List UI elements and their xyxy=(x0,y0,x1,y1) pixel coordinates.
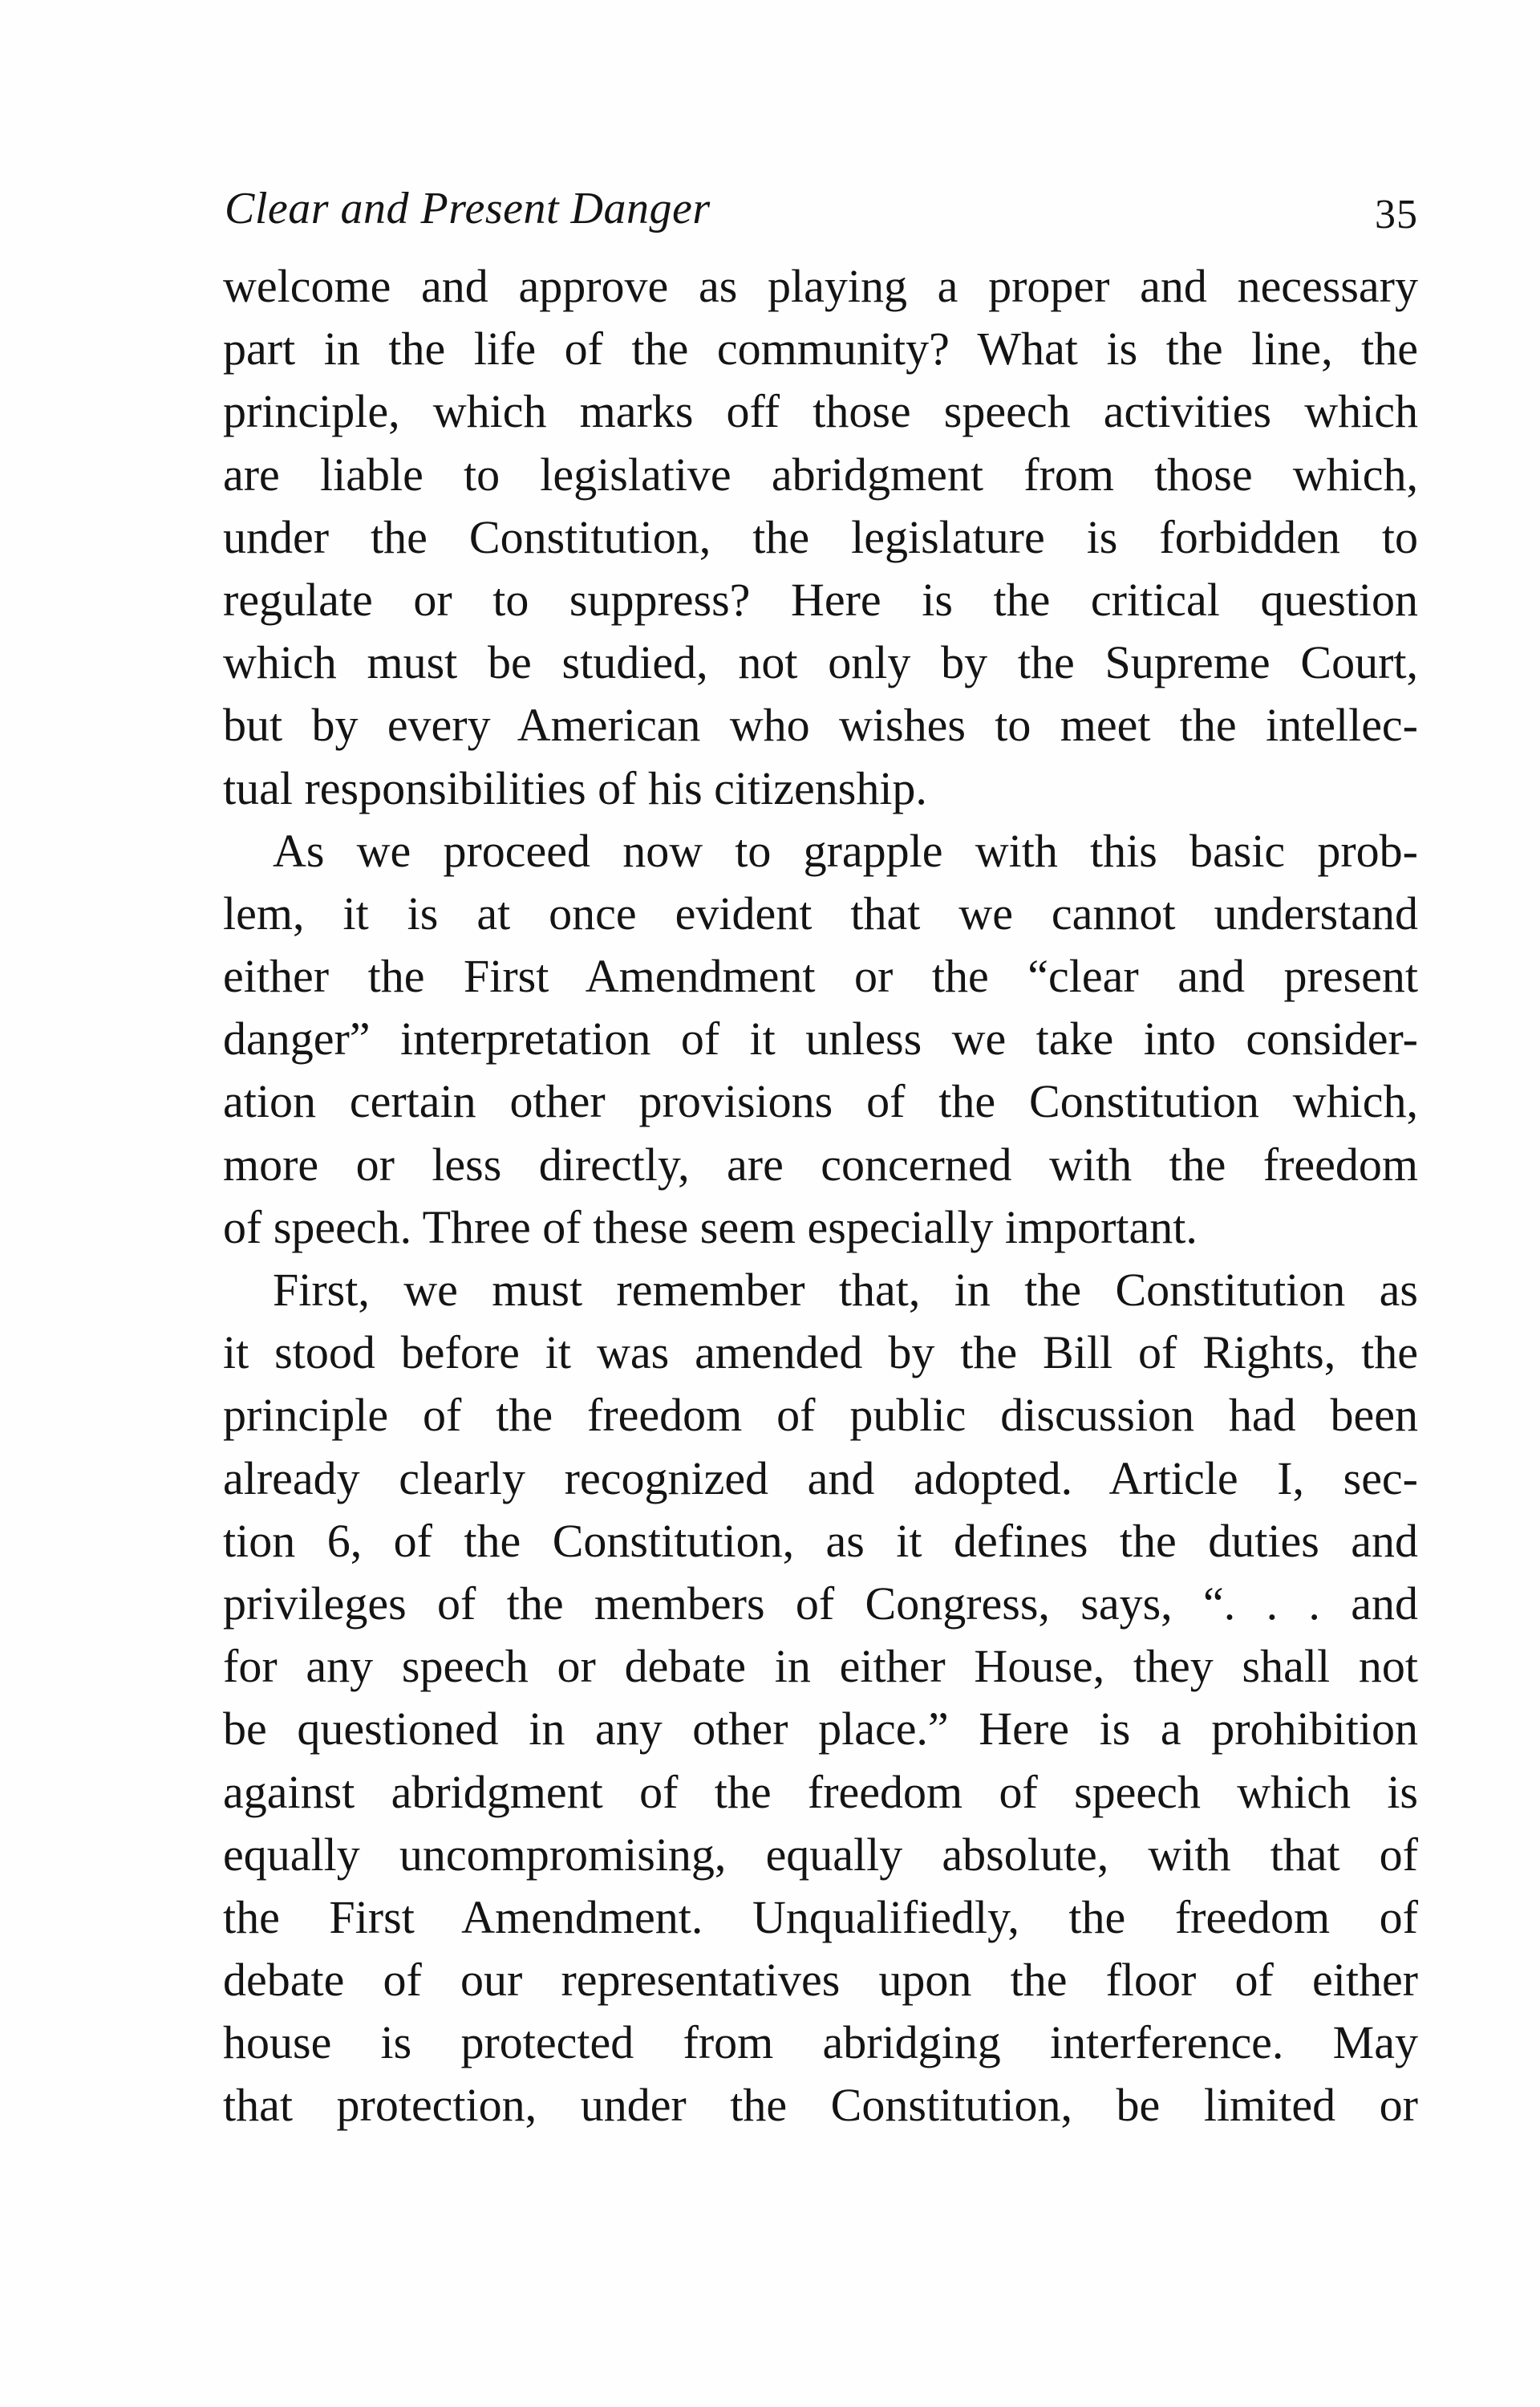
text-line: against abridgment of the freedom of speech which is xyxy=(223,1765,1418,1818)
text-line: more or less directly, are concerned with the freedom xyxy=(223,1138,1418,1191)
text-line: are liable to legislative abridgment from those which, xyxy=(223,448,1418,501)
body-text xyxy=(223,255,1418,2137)
text-line: welcome and approve as playing a proper and necessary xyxy=(223,260,1418,312)
text-line: either the First Amendment or the “clear and present xyxy=(223,950,1418,1003)
text-line: debate of our representatives upon the floor of either xyxy=(223,1954,1418,2007)
text-line: danger” interpretation of it unless we take into consider- xyxy=(223,1013,1418,1065)
text-line: regulate or to suppress? Here is the critical question xyxy=(223,573,1418,626)
running-head xyxy=(225,181,1418,245)
text-line: part in the life of the community? What is the line, the xyxy=(223,323,1418,375)
text-line: for any speech or debate in either House, they shall not xyxy=(223,1640,1418,1693)
text-line: principle of the freedom of public discussion had been xyxy=(223,1389,1418,1442)
text-line: As we proceed now to grapple with this basic prob- xyxy=(273,824,1418,877)
text-line: equally uncompromising, equally absolute, with that of xyxy=(223,1828,1418,1881)
text-line: that protection, under the Constitution, be limited or xyxy=(223,2079,1418,2132)
text-line: but by every American who wishes to meet the intellec- xyxy=(223,699,1418,752)
text-line: lem, it is at once evident that we cannot understand xyxy=(223,887,1418,940)
text-line: be questioned in any other place.” Here is a prohibition xyxy=(223,1703,1418,1756)
running-title: Clear and Present Danger xyxy=(225,184,711,233)
text-line: tion 6, of the Constitution, as it defines the duties and xyxy=(223,1514,1418,1567)
text-line: already clearly recognized and adopted. Article I, sec- xyxy=(223,1451,1418,1504)
text-line: it stood before it was amended by the Bill of Rights, the xyxy=(223,1326,1418,1379)
text-line: house is protected from abridging interference. May xyxy=(223,2016,1418,2069)
text-line: ation certain other provisions of the Constitution which, xyxy=(223,1075,1418,1128)
text-line: First, we must remember that, in the Constitution as xyxy=(273,1264,1418,1316)
text-line: which must be studied, not only by the Supreme Court, xyxy=(223,636,1418,689)
text-line: principle, which marks off those speech activities which xyxy=(223,385,1418,438)
text-line: tual responsibilities of his citizenship. xyxy=(223,761,927,814)
text-line: under the Constitution, the legislature is forbidden to xyxy=(223,510,1418,563)
text-line: the First Amendment. Unqualifiedly, the freedom of xyxy=(223,1890,1418,1943)
text-line: of speech. Three of these seem especially important. xyxy=(223,1200,1198,1253)
page-number: 35 xyxy=(1375,192,1418,237)
text-line: privileges of the members of Congress, says, “. . . and xyxy=(223,1577,1418,1630)
